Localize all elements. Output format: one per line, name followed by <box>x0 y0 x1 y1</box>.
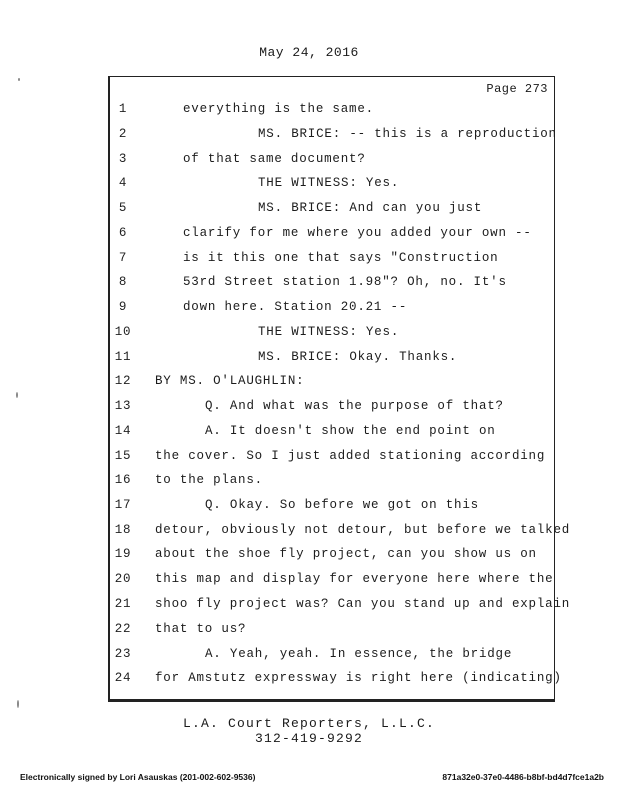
transcript-line <box>0 647 618 667</box>
line-number: 10 <box>114 325 132 339</box>
line-number: 2 <box>118 127 128 141</box>
line-number: 5 <box>118 201 128 215</box>
line-text: clarify for me where you added your own -- <box>183 226 532 240</box>
line-text: for Amstutz expressway is right here (indicating) <box>155 671 562 685</box>
deposition-date: May 24, 2016 <box>259 45 359 60</box>
court-reporter-phone: 312-419-9292 <box>254 731 363 746</box>
transcript-line <box>0 473 618 493</box>
line-text: is it this one that says "Construction <box>183 251 499 265</box>
transcript-line <box>0 572 618 592</box>
transcript-line <box>0 102 618 122</box>
line-text: that to us? <box>155 622 247 636</box>
line-number: 21 <box>114 597 132 611</box>
line-number: 17 <box>114 498 132 512</box>
line-text: this map and display for everyone here where the <box>155 572 554 586</box>
line-text: to the plans. <box>155 473 263 487</box>
line-text: MS. BRICE: And can you just <box>258 201 483 215</box>
line-number: 12 <box>114 374 132 388</box>
transcript-line <box>0 300 618 320</box>
transcript-line <box>0 251 618 271</box>
transcript-line <box>0 671 618 691</box>
line-text: Q. Okay. So before we got on this <box>205 498 479 512</box>
transcript-line <box>0 127 618 147</box>
transcript-line <box>0 399 618 419</box>
transcript-line <box>0 597 618 617</box>
transcript-line <box>0 226 618 246</box>
transcript-line <box>0 523 618 543</box>
line-number: 15 <box>114 449 132 463</box>
transcript-line <box>0 350 618 370</box>
line-number: 23 <box>114 647 132 661</box>
line-number: 20 <box>114 572 132 586</box>
line-text: everything is the same. <box>183 102 374 116</box>
line-number: 16 <box>114 473 132 487</box>
transcript-line <box>0 176 618 196</box>
page-number: Page 273 <box>486 82 548 96</box>
transcript-line <box>0 424 618 444</box>
line-text: A. It doesn't show the end point on <box>205 424 496 438</box>
line-text: of that same document? <box>183 152 366 166</box>
line-number: 11 <box>114 350 132 364</box>
line-number: 7 <box>118 251 128 265</box>
line-text: A. Yeah, yeah. In essence, the bridge <box>205 647 513 661</box>
line-text: down here. Station 20.21 -- <box>183 300 408 314</box>
line-number: 9 <box>118 300 128 314</box>
line-number: 18 <box>114 523 132 537</box>
electronic-signature-note: Electronically signed by Lori Asauskas (201-002-602-9536) <box>20 772 256 782</box>
line-text: Q. And what was the purpose of that? <box>205 399 504 413</box>
transcript-line <box>0 374 618 394</box>
line-text: about the shoe fly project, can you show us on <box>155 547 537 561</box>
transcript-line <box>0 325 618 345</box>
line-number: 3 <box>118 152 128 166</box>
scan-speck <box>17 700 19 708</box>
line-number: 19 <box>114 547 132 561</box>
line-text: MS. BRICE: -- this is a reproduction <box>258 127 557 141</box>
transcript-line <box>0 449 618 469</box>
transcript-line <box>0 547 618 567</box>
line-number: 22 <box>114 622 132 636</box>
line-text: MS. BRICE: Okay. Thanks. <box>258 350 458 364</box>
scan-speck <box>18 78 20 81</box>
transcript-line <box>0 201 618 221</box>
line-text: BY MS. O'LAUGHLIN: <box>155 374 305 388</box>
transcript-line <box>0 498 618 518</box>
line-number: 8 <box>118 275 128 289</box>
line-number: 1 <box>118 102 128 116</box>
line-text: the cover. So I just added stationing according <box>155 449 546 463</box>
line-number: 13 <box>114 399 132 413</box>
line-number: 4 <box>118 176 128 190</box>
court-reporter-firm: L.A. Court Reporters, L.L.C. <box>182 716 436 731</box>
transcript-line <box>0 275 618 295</box>
scan-speck <box>16 392 18 398</box>
document-id: 871a32e0-37e0-4486-b8bf-bd4d7fce1a2b <box>442 772 604 782</box>
line-text: 53rd Street station 1.98"? Oh, no. It's <box>183 275 507 289</box>
line-text: THE WITNESS: Yes. <box>258 176 400 190</box>
line-text: detour, obviously not detour, but before we talked <box>155 523 571 537</box>
line-text: THE WITNESS: Yes. <box>258 325 400 339</box>
line-number: 6 <box>118 226 128 240</box>
line-number: 24 <box>114 671 132 685</box>
transcript-line <box>0 622 618 642</box>
transcript-line <box>0 152 618 172</box>
line-number: 14 <box>114 424 132 438</box>
line-text: shoo fly project was? Can you stand up and explain <box>155 597 571 611</box>
